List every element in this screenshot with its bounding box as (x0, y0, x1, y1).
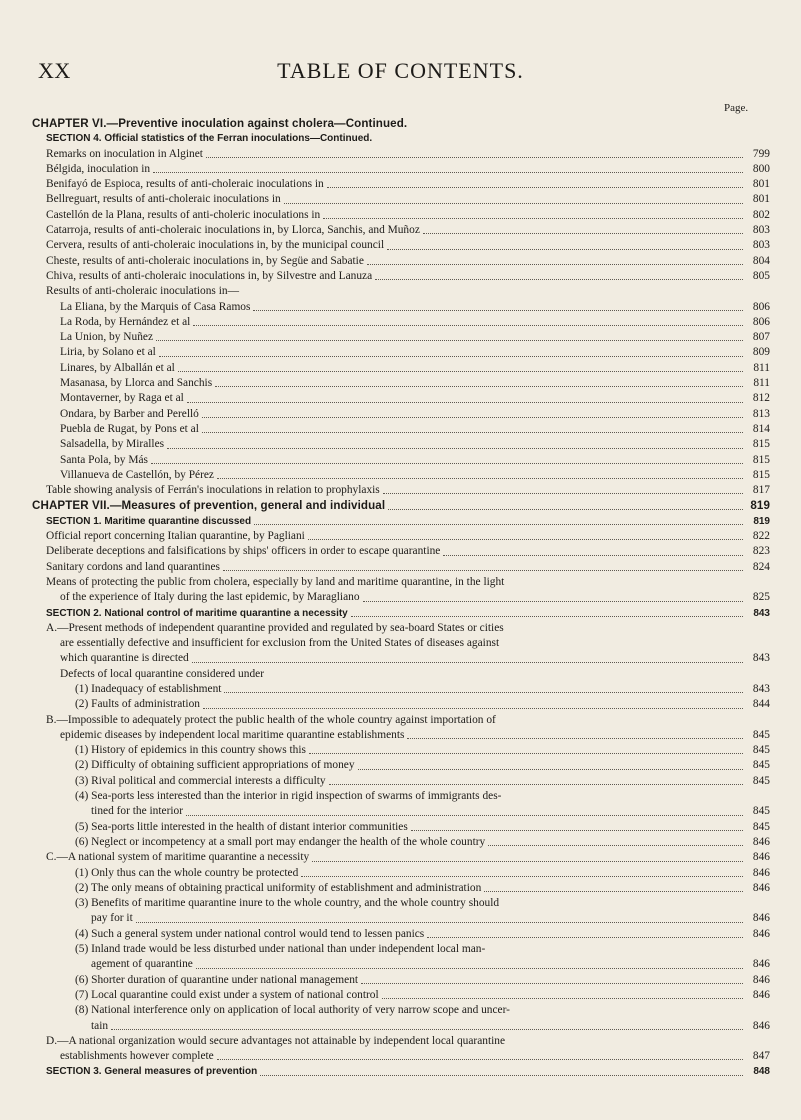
toc-section-heading (32, 1064, 770, 1079)
toc-entry (32, 774, 770, 789)
toc-entry (32, 269, 770, 284)
toc-entry-text: SECTION 3. General measures of prevention (46, 1066, 258, 1078)
dot-leader (223, 560, 743, 575)
toc-entry-text: Castellón de la Plana, results of anti-choleric inoculations in (46, 208, 321, 221)
toc-entry-text: establishments however complete (60, 1050, 214, 1063)
dot-leader (202, 422, 743, 437)
dot-leader (192, 651, 743, 666)
toc-entry-text: Remarks on inoculation in Alginet (46, 147, 203, 160)
toc-chapter-heading (32, 116, 770, 131)
toc-entry-text: (3) Benefits of maritime quarantine inure to the whole country, and the whole country should (75, 897, 500, 910)
toc-entry-text: Villanueva de Castellón, by Pérez (60, 468, 214, 481)
toc-entry (32, 422, 770, 437)
toc-entry-text: SECTION 1. Maritime quarantine discussed (46, 515, 252, 527)
page-header (0, 44, 801, 84)
toc-page-number: 845 (752, 744, 770, 757)
toc-page-number: 801 (752, 178, 770, 191)
toc-entry-text: La Union, by Nuñez (60, 331, 153, 344)
dot-leader (215, 376, 743, 391)
toc-entry-text: Masanasa, by Llorca and Sanchis (60, 377, 213, 390)
toc-entry (32, 1019, 770, 1034)
toc-entry-text: Bélgida, inoculation in (46, 162, 151, 175)
toc-entry (32, 850, 770, 865)
dot-leader (407, 728, 743, 743)
dot-leader (427, 927, 743, 942)
dot-leader (193, 315, 743, 330)
dot-leader (151, 453, 743, 468)
toc-entry-text: Cheste, results of anti-choleraic inoculations in, by Següe and Sabatie (46, 254, 364, 267)
toc-entry-text: tain (91, 1019, 109, 1032)
toc-page-number: 799 (752, 147, 770, 160)
dot-leader (186, 804, 743, 819)
dot-leader (206, 147, 743, 162)
dot-leader (312, 850, 743, 865)
toc-page-number: 809 (752, 346, 770, 359)
toc-page-number: 802 (752, 208, 770, 221)
dot-leader (156, 330, 743, 345)
dot-leader (488, 835, 743, 850)
toc-page-number: 806 (752, 300, 770, 313)
toc-entry-text: (2) The only means of obtaining practical uniformity of establishment and administration (75, 881, 482, 894)
toc-entry (32, 866, 770, 881)
dot-leader (443, 544, 743, 559)
toc-entry (32, 835, 770, 850)
toc-entry (32, 957, 770, 972)
toc-entry-text: Liria, by Solano et al (60, 346, 156, 359)
page-title: TABLE OF CONTENTS. (277, 58, 524, 83)
toc-entry (32, 743, 770, 758)
toc-entry (32, 636, 770, 651)
toc-entry (32, 621, 770, 636)
dot-leader (187, 391, 743, 406)
toc-entry-text: epidemic diseases by independent local maritime quarantine establishments (60, 728, 405, 741)
toc-entry-text: D.—A national organization would secure advantages not attainable by independent local quarantine (46, 1034, 506, 1047)
toc-entry-text: Means of protecting the public from cholera, especially by land and maritime quarantine, in the light (46, 575, 505, 588)
toc-entry-text: B.—Impossible to adequately protect the public health of the whole country against importation of (46, 713, 496, 726)
dot-leader (153, 162, 743, 177)
dot-leader (363, 590, 743, 605)
toc-page-number: 846 (752, 851, 770, 864)
toc-entry (32, 820, 770, 835)
toc-entry-text: Official report concerning Italian quarantine, by Pagliani (46, 530, 305, 543)
toc-entry-text: Cervera, results of anti-choleraic inoculations in, by the municipal council (46, 239, 385, 252)
toc-entry-text: Results of anti-choleraic inoculations in— (46, 285, 239, 298)
toc-entry (32, 483, 770, 498)
toc-entry (32, 238, 770, 253)
toc-entry (32, 147, 770, 162)
toc-entry (32, 330, 770, 345)
dot-leader (254, 514, 743, 529)
toc-section-heading (32, 131, 770, 146)
toc-page-number: 824 (752, 560, 770, 573)
toc-entry-text: CHAPTER VII.—Measures of prevention, general and individual (32, 499, 386, 513)
toc-entry (32, 315, 770, 330)
toc-page-number: 815 (752, 468, 770, 481)
toc-page-number: 846 (752, 958, 770, 971)
toc-entry (32, 544, 770, 559)
toc-entry-text: (2) Difficulty of obtaining sufficient appropriations of money (75, 759, 355, 772)
toc-entry-text: (3) Rival political and commercial interests a difficulty (75, 774, 326, 787)
toc-section-heading (32, 606, 770, 621)
toc-entry (32, 300, 770, 315)
toc-page-number: 822 (752, 530, 770, 543)
dot-leader (309, 743, 743, 758)
toc-entry (32, 651, 770, 666)
toc-entry (32, 590, 770, 605)
toc-entry (32, 1034, 770, 1049)
toc-entry-text: La Eliana, by the Marquis of Casa Ramos (60, 300, 251, 313)
toc-page-number: 845 (752, 759, 770, 772)
toc-entry-text: C.—A national system of maritime quarantine a necessity (46, 851, 310, 864)
toc-page-number: 847 (752, 1050, 770, 1063)
toc-page-number: 845 (752, 774, 770, 787)
toc-entry-text: A.—Present methods of independent quarantine provided and regulated by sea-board States or cities (46, 621, 504, 634)
dot-leader (329, 774, 743, 789)
toc-page-number: 819 (753, 515, 770, 527)
toc-entry (32, 376, 770, 391)
dot-leader (167, 437, 743, 452)
toc-page-number: 812 (752, 392, 770, 405)
toc-entry-text: pay for it (91, 912, 133, 925)
toc-page-number: 846 (752, 866, 770, 879)
toc-entry-text: (2) Faults of administration (75, 698, 200, 711)
toc-entry-text: (5) Inland trade would be less disturbed under national than under independent local man- (75, 943, 486, 956)
toc-entry-text: Chiva, results of anti-choleraic inoculations in, by Silvestre and Lanuza (46, 269, 373, 282)
toc-entry (32, 453, 770, 468)
toc-entry (32, 804, 770, 819)
toc-entry (32, 254, 770, 269)
toc-entry (32, 789, 770, 804)
toc-entry (32, 988, 770, 1003)
dot-leader (253, 300, 743, 315)
toc-entry-text: Santa Pola, by Más (60, 453, 148, 466)
dot-leader (327, 177, 743, 192)
toc-page-number: 823 (752, 545, 770, 558)
toc-page-number: 848 (753, 1066, 770, 1078)
toc-entry (32, 391, 770, 406)
toc-entry (32, 942, 770, 957)
toc-entry (32, 223, 770, 238)
table-of-contents (32, 116, 770, 1080)
toc-entry-text: (5) Sea-ports little interested in the health of distant interior communities (75, 820, 408, 833)
dot-leader (260, 1064, 743, 1079)
toc-entry-text: of the experience of Italy during the last epidemic, by Maragliano (60, 591, 360, 604)
dot-leader (111, 1019, 743, 1034)
toc-page-number: 811 (753, 361, 770, 374)
toc-entry (32, 560, 770, 575)
toc-page-number: 846 (752, 912, 770, 925)
dot-leader (284, 192, 743, 207)
toc-entry (32, 1003, 770, 1018)
toc-page-number: 845 (752, 805, 770, 818)
toc-entry (32, 697, 770, 712)
toc-page-number: 800 (752, 162, 770, 175)
toc-entry-text: (4) Sea-ports less interested than the interior in rigid inspection of swarms of immigrants des- (75, 790, 502, 803)
toc-page-number: 806 (752, 315, 770, 328)
toc-entry-text: Bellreguart, results of anti-choleraic inoculations in (46, 193, 281, 206)
toc-page-number: 846 (752, 988, 770, 1001)
toc-entry (32, 713, 770, 728)
toc-entry (32, 911, 770, 926)
dot-leader (196, 957, 743, 972)
toc-entry-text: are essentially defective and insufficient for exclusion from the United States of diseases against (60, 637, 500, 650)
toc-entry-text: (7) Local quarantine could exist under a system of national control (75, 988, 379, 1001)
dot-leader (159, 345, 743, 360)
toc-entry (32, 927, 770, 942)
toc-entry-text: Puebla de Rugat, by Pons et al (60, 422, 199, 435)
toc-page-number: 807 (752, 331, 770, 344)
toc-entry (32, 361, 770, 376)
dot-leader (382, 988, 743, 1003)
toc-entry-text: (6) Shorter duration of quarantine under national management (75, 973, 359, 986)
toc-page-number: 805 (752, 269, 770, 282)
toc-page-number: 815 (752, 453, 770, 466)
toc-entry-text: (6) Neglect or incompetency at a small port may endanger the health of the whole country (75, 835, 486, 848)
dot-leader (383, 483, 743, 498)
toc-entry-text: SECTION 4. Official statistics of the Ferran inoculations—Continued. (46, 133, 373, 145)
toc-entry-text: CHAPTER VI.—Preventive inoculation against cholera—Continued. (32, 117, 408, 130)
dot-leader (224, 682, 743, 697)
toc-entry-text: tined for the interior (91, 805, 184, 818)
toc-entry-text: (8) National interference only on application of local authority of very narrow scope and uncer- (75, 1004, 510, 1017)
toc-page-number: 817 (752, 484, 770, 497)
dot-leader (136, 911, 743, 926)
toc-page-number: 846 (752, 1019, 770, 1032)
toc-entry-text: La Roda, by Hernández et al (60, 315, 191, 328)
toc-entry (32, 1049, 770, 1064)
toc-page-number: 813 (752, 407, 770, 420)
toc-entry (32, 728, 770, 743)
toc-page-number: 814 (752, 422, 770, 435)
toc-page-number: 844 (752, 698, 770, 711)
toc-entry-text: Ondara, by Barber and Perelló (60, 407, 199, 420)
toc-entry-text: which quarantine is directed (60, 652, 189, 665)
toc-page-number: 846 (752, 835, 770, 848)
toc-entry-text: Defects of local quarantine considered under (60, 667, 264, 680)
toc-entry-text: (1) Only thus can the whole country be protected (75, 866, 299, 879)
dot-leader (202, 407, 743, 422)
dot-leader (217, 1049, 743, 1064)
dot-leader (301, 866, 743, 881)
toc-page-number: 843 (752, 652, 770, 665)
toc-page-number: 811 (753, 377, 770, 390)
dot-leader (308, 529, 743, 544)
dot-leader (375, 269, 743, 284)
toc-page-number: 803 (752, 224, 770, 237)
toc-page-number: 846 (752, 973, 770, 986)
dot-leader (323, 208, 743, 223)
dot-leader (388, 498, 743, 513)
toc-entry (32, 177, 770, 192)
toc-entry (32, 208, 770, 223)
dot-leader (351, 606, 743, 621)
toc-entry (32, 284, 770, 299)
toc-entry-text: Salsadella, by Miralles (60, 438, 165, 451)
dot-leader (203, 697, 743, 712)
toc-entry (32, 192, 770, 207)
dot-leader (387, 238, 743, 253)
toc-page-number: 819 (750, 499, 770, 513)
dot-leader (411, 820, 743, 835)
toc-entry-text: Sanitary cordons and land quarantines (46, 560, 220, 573)
toc-page-number: 825 (752, 591, 770, 604)
toc-entry (32, 758, 770, 773)
toc-page-number: 803 (752, 239, 770, 252)
toc-page-number: 843 (753, 607, 770, 619)
toc-page-number: 845 (752, 728, 770, 741)
toc-entry (32, 896, 770, 911)
toc-entry-text: (1) Inadequacy of establishment (75, 682, 222, 695)
toc-entry (32, 667, 770, 682)
dot-leader (423, 223, 743, 238)
toc-page-number: 815 (752, 438, 770, 451)
page-column-label: Page. (724, 102, 749, 114)
toc-entry (32, 529, 770, 544)
toc-entry-text: Table showing analysis of Ferrán's inoculations in relation to prophylaxis (46, 484, 380, 497)
dot-leader (484, 881, 743, 896)
toc-entry (32, 407, 770, 422)
toc-entry-text: Catarroja, results of anti-choleraic inoculations in, by Llorca, Sanchis, and Muñoz (46, 224, 420, 237)
toc-page-number: 845 (752, 820, 770, 833)
toc-entry-text: SECTION 2. National control of maritime quarantine a necessity (46, 607, 348, 619)
toc-entry-text: (4) Such a general system under national control would tend to lessen panics (75, 927, 425, 940)
toc-page-number: 846 (752, 927, 770, 940)
toc-entry (32, 437, 770, 452)
dot-leader (367, 254, 743, 269)
dot-leader (358, 758, 743, 773)
dot-leader (217, 468, 743, 483)
toc-entry-text: (1) History of epidemics in this country shows this (75, 744, 306, 757)
toc-entry (32, 881, 770, 896)
toc-entry (32, 575, 770, 590)
toc-entry (32, 162, 770, 177)
toc-entry-text: Montaverner, by Raga et al (60, 392, 184, 405)
toc-chapter-heading (32, 498, 770, 513)
toc-page-number: 804 (752, 254, 770, 267)
toc-entry (32, 468, 770, 483)
toc-page-number: 801 (752, 193, 770, 206)
toc-entry-text: Deliberate deceptions and falsifications by ships' officers in order to escape quarantine (46, 545, 441, 558)
toc-entry (32, 345, 770, 360)
toc-entry-text: Linares, by Alballán et al (60, 361, 175, 374)
toc-section-heading (32, 514, 770, 529)
toc-page-number: 843 (752, 682, 770, 695)
dot-leader (178, 361, 743, 376)
page-number: XX (38, 58, 71, 83)
toc-entry-text: agement of quarantine (91, 958, 193, 971)
toc-entry-text: Benifayó de Espioca, results of anti-choleraic inoculations in (46, 178, 324, 191)
dot-leader (361, 973, 743, 988)
toc-entry (32, 682, 770, 697)
toc-entry (32, 973, 770, 988)
toc-page-number: 846 (752, 881, 770, 894)
